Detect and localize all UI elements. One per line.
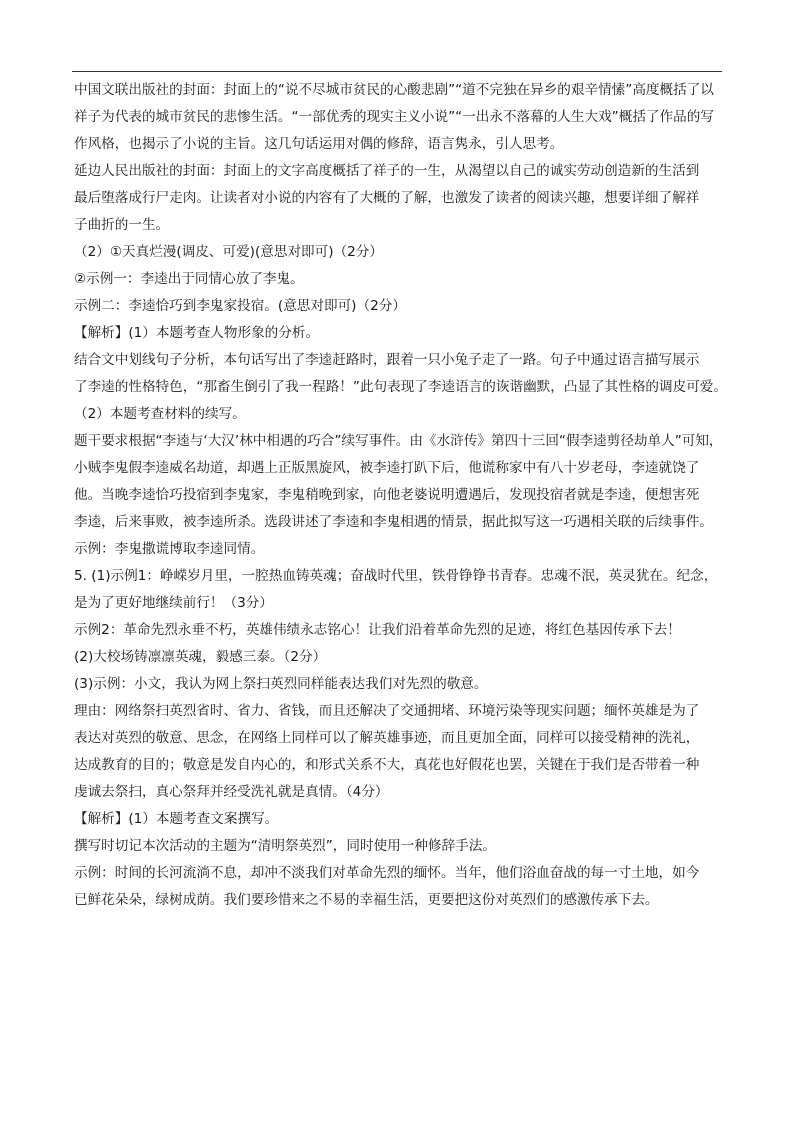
text-line: 示例：李鬼撒谎博取李逵同情。 — [74, 541, 265, 557]
text-line: 达成教育的目的；敬意是发自内心的，和形式关系不大，真花也好假花也罢，关键在于我们是否带着一种 — [74, 757, 700, 773]
text-line: 表达对英烈的敬意、思念，在网络上同样可以了解英雄事迹，而且更加全面，同样可以接受精神的洗礼， — [74, 730, 700, 746]
answer-text-body — [74, 77, 727, 914]
text-line: 已鲜花朵朵，绿树成荫。我们要珍惜来之不易的幸福生活，更要把这份对英烈们的感激传承下去。 — [74, 892, 659, 908]
text-line: 【解析】(1）本题考查人物形象的分析。 — [74, 325, 320, 341]
text-line: 延边人民出版社的封面：封面上的文字高度概括了祥子的一生，从渴望以自己的诚实劳动创造新的生活到 — [74, 163, 700, 179]
text-line: 题干要求根据“李逵与‘大汉’林中相遇的巧合”续写事件。由《水浒传》第四十三回“假李逵剪径劫单人”可知， — [74, 433, 723, 449]
text-line: 撰写时切记本次活动的主题为“清明祭英烈”，同时使用一种修辞手法。 — [74, 838, 496, 854]
text-line: 示例2：革命先烈永垂不朽，英雄伟绩永志铭心！让我们沿着革命先烈的足迹，将红色基因传承下去！ — [74, 622, 681, 638]
text-line: 示例：时间的长河流淌不息，却冲不淡我们对革命先烈的缅怀。当年，他们浴血奋战的每一寸土地，如今 — [74, 865, 700, 881]
text-line: (3)示例：小文，我认为网上祭扫英烈同样能表达我们对先烈的敬意。 — [74, 676, 488, 692]
text-line: 5. (1)示例1：峥嵘岁月里，一腔热血铸英魂；奋战时代里，铁骨铮铮书青春。忠魂不泯，英灵犹在。纪念， — [74, 568, 718, 584]
text-line: 理由：网络祭扫英烈省时、省力、省钱，而且还解决了交通拥堵、环境污染等现实问题；缅怀英雄是为了 — [74, 703, 700, 719]
text-line: （2）本题考查材料的续写。 — [74, 406, 246, 422]
text-line: 小贼李鬼假李逵威名劫道，却遇上正版黑旋风，被李逵打趴下后，他谎称家中有八十岁老母，李逵就饶了 — [74, 460, 700, 476]
text-line: 是为了更好地继续前行！（3分） — [74, 595, 273, 611]
text-line: 作风格，也揭示了小说的主旨。这几句话运用对偶的修辞，语言隽永，引人思考。 — [74, 136, 564, 152]
text-line: 子曲折的一生。 — [74, 217, 170, 233]
text-line: 了李逵的性格特色，“那畜生倒引了我一程路！”此句表现了李逵语言的诙谐幽默，凸显了其性格的调皮可爱。 — [74, 379, 727, 395]
text-line: 李逵，后来事败，被李逵所杀。选段讲述了李逵和李鬼相遇的情景，据此拟写这一巧遇相关联的后续事件。 — [74, 514, 713, 530]
text-line: 最后堕落成行尸走肉。让读者对小说的内容有了大概的了解，也激发了读者的阅读兴趣，想要详细了解祥 — [74, 190, 700, 206]
text-line: 示例二：李逵恰巧到李鬼家投宿。(意思对即可)（2分） — [74, 298, 406, 314]
text-line: 中国文联出版社的封面：封面上的“说不尽城市贫民的心酸悲剧”“道不完独在异乡的艰辛情愫”高度概括了以 — [74, 82, 714, 98]
text-line: 祥子为代表的城市贫民的悲惨生活。“一部优秀的现实主义小说”“一出永不落幕的人生大戏”概括了作品的写 — [74, 109, 714, 125]
text-line: ②示例一：李逵出于同情心放了李鬼。 — [74, 271, 304, 287]
header-rule — [72, 71, 722, 72]
text-line: 结合文中划线句子分析，本句话写出了李逵赶路时，跟着一只小兔子走了一路。句子中通过语言描写展示 — [74, 352, 700, 368]
text-line: (2)大校场铸凛凛英魂，毅感三泰。（2分） — [74, 649, 327, 665]
text-line: 他。当晚李逵恰巧投宿到李鬼家，李鬼稍晚到家，向他老婆说明遭遇后，发现投宿者就是李逵，便想害死 — [74, 487, 700, 503]
text-line: 【解析】(1）本题考查文案撰写。 — [74, 811, 279, 827]
text-line: 虔诚去祭扫，真心祭拜并经受洗礼就是真情。（4分） — [74, 784, 389, 800]
text-line: （2）①天真烂漫(调皮、可爱)(意思对即可)（2分） — [74, 244, 383, 260]
